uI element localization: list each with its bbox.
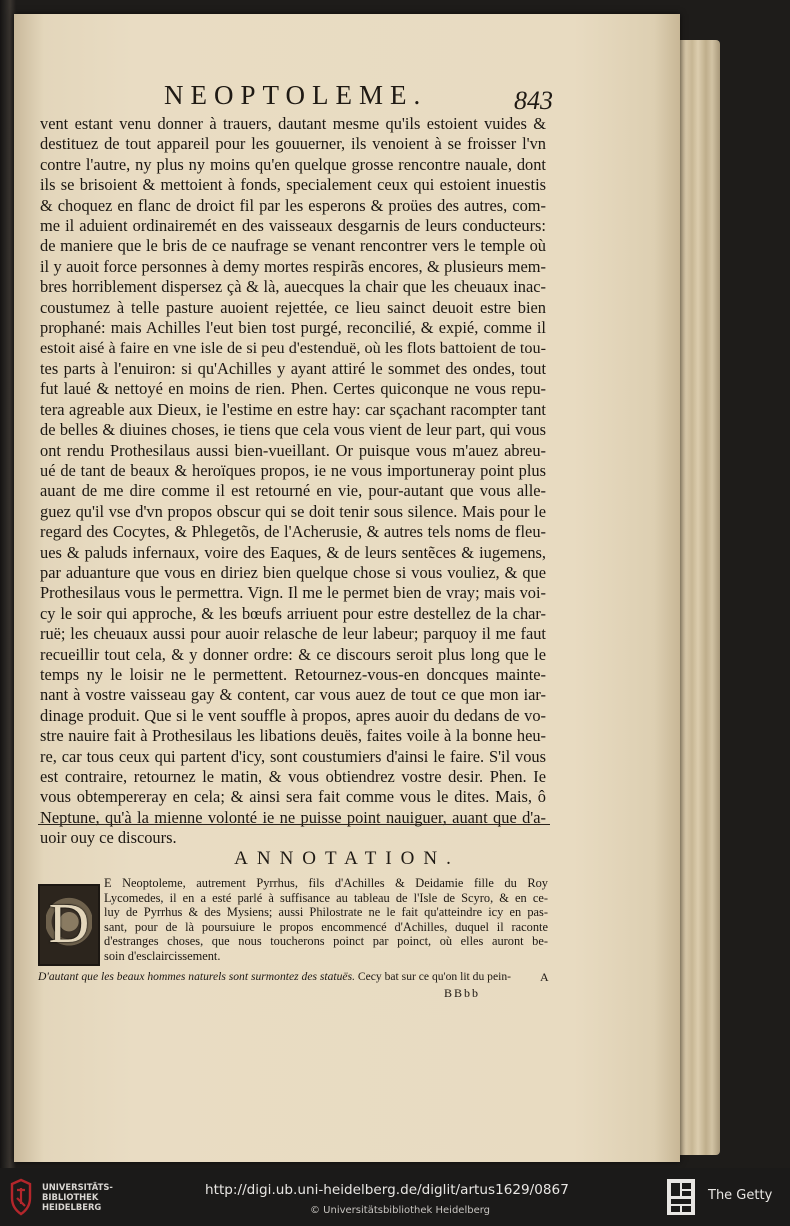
annotation-line: Lycomedes, il en a esté parlé à suffisance au tableau de l'Isle de Scyro, & en ce- [104, 890, 548, 905]
note-italic: D'autant que les beaux hommes naturels sont surmontez des statuës. [38, 970, 355, 983]
page-number: 843 [514, 86, 553, 115]
body-line: tes parts à l'enuiron: si qu'Achilles y ayant attiré le sommet des ondes, tout [40, 358, 546, 378]
body-line: dinage produit. Que si le vent souffle à propos, apres auoir du dedans de vo- [40, 705, 546, 725]
body-line: me il aduient ordinairemét en des vaisseaux desgarnis de leurs conducteurs: [40, 216, 546, 236]
body-line: cy le soir qui approche, & les bœufs arriuent pour estre destellez de la char- [40, 603, 546, 623]
body-line: nant à vostre vaisseau gay & content, car vous auez de tout ce que mon iar- [40, 685, 546, 705]
note-rest: Cecy bat sur ce qu'on lit du pein- [355, 970, 511, 983]
body-line: bres horriblement dispersez çà & là, auecques la chair que les cheuaux inac- [40, 277, 546, 297]
body-line: Prothesilaus vous le permettra. Vign. Il me le permet bien de vray; mais voi- [40, 583, 546, 603]
dropcap-letter: D [48, 893, 90, 955]
body-line: re, car tous ceux qui partent d'icy, sont coustumiers d'ainsi le faire. S'il vous [40, 746, 546, 766]
annotation-title: ANNOTATION. [234, 848, 460, 869]
getty-logo-icon[interactable] [666, 1178, 696, 1216]
annotation-line: soin d'esclaircissement. [104, 948, 221, 963]
body-line: contre l'autre, ny plus ny moins qu'en quelque grosse rencontre nauale, dont [40, 154, 546, 174]
body-line: ils se brisoient & mettoient à fonds, specialement ceux qui estoient inuestis [40, 175, 546, 195]
body-line: coustumez à telle pasture auoient rejettée, ce lieu sainct deuoit estre bien [40, 297, 546, 317]
body-line: ruë; les cheuaux aussi pour auoir relasche de leur labeur; parquoy il me faut [40, 624, 546, 644]
body-text [40, 114, 546, 849]
library-name: UNIVERSITÄTS- BIBLIOTHEK HEIDELBERG [42, 1182, 113, 1212]
book-page [14, 14, 680, 1162]
body-line: & choquez en flanc de droict fil par les esperons & proües des autres, com- [40, 195, 546, 215]
body-line: ues & paluds infernaux, voire des Eaques, & de leurs sentẽces & iugemens, [40, 542, 546, 562]
marginal-note [38, 970, 568, 983]
dropcap-ornament-icon [38, 884, 100, 966]
body-line: tera agreable aux Dieux, ie l'estime en estre hay: car sçachant racompter tant [40, 399, 546, 419]
annotation-line: sant, pour de là poursuiure le propos encommencé d'Achilles, duquel il raconte [104, 919, 548, 934]
body-line: recueillir tout cela, & y donner ordre: & ce discours seroit plus long que le [40, 644, 546, 664]
body-line: fut laué & nettoyé en moins de rien. Phen. Certes quiconque ne vous repu- [40, 379, 546, 399]
body-line: vent estant venu donner à trauers, dautant mesme qu'ils estoient vuides & [40, 114, 546, 133]
body-line: auant de me dire comme il est retourné en vie, pour-autant que vous alle- [40, 481, 546, 501]
running-title: NEOPTOLEME. [164, 80, 428, 110]
body-line: est contraire, retournez le matin, & vous obtiendrez vostre desir. Phen. Ie [40, 767, 546, 786]
body-line: Neptune, qu'à la mienne volonté ie ne puisse point nauiguer, auant que d'a- [40, 807, 546, 827]
page-edge-stack [680, 40, 720, 1155]
body-line: destituez de tout appareil pour les gouuerner, ils venoient à se froisser l'vn [40, 134, 546, 154]
page-url-link[interactable]: http://digi.ub.uni-heidelberg.de/diglit/artus1629/0867 [205, 1182, 569, 1198]
annotation-line: luy de Pyrrhus & des Mysiens; aussi Philostrate ne le fait qu'atteindre icy en pas- [104, 905, 548, 920]
body-line: par aduanture que vous en diriez bien quelque chose si vous vouliez, & que [40, 562, 546, 582]
section-rule [38, 824, 550, 825]
body-line: prophané: mais Achilles l'eut bien tost purgé, reconcilié, & expié, comme il [40, 318, 546, 338]
signature-mark: BBbb [444, 986, 481, 1000]
body-line: de belles & diuines choses, ie tiens que cela vous vient de leur part, qui vous [40, 420, 546, 440]
heidelberg-library-logo-icon[interactable] [8, 1178, 34, 1216]
body-line: estoit aisé à faire en vne isle de si peu d'estenduë, où les flots battoient de tou- [40, 339, 546, 358]
body-line: il y auoit force personnes à demy mortes respirãs encores, & plusieurs mem- [40, 256, 546, 276]
partner-name: The Getty [708, 1188, 773, 1203]
body-line: guez qu'il vse d'vn propos obscur qui se doit tenir sous silence. Mais pour le [40, 501, 546, 521]
annotation-line: E Neoptoleme, autrement Pyrrhus, fils d'Achilles & Deidamie fille du Roy [104, 876, 548, 890]
body-line: de maniere que le bris de ce naufrage se venant rencontrer vers le temple où [40, 236, 546, 256]
body-line: regard des Cocytes, & Phlegetõs, de l'Acherusie, & autres tels noms de fleu- [40, 522, 546, 542]
annotation-text [104, 876, 548, 964]
annotation-line: d'estranges choses, que nous toucherons poinct par poinct, où elles auront be- [104, 934, 548, 949]
body-line: temps ny le loisir ne le permettent. Retournez-vous-en doncques mainte- [40, 664, 546, 684]
body-line: uoir ouy ce discours. [40, 828, 177, 848]
body-line: ont rendu Prothesilaus aussi bien-vueillant. Or puisque vous m'auez abreu- [40, 440, 546, 460]
body-line: vous obtempereray en cela; & ainsi sera fait comme vous le dites. Mais, ô [40, 787, 546, 807]
body-line: ué de tant de beaux & heroïques propos, ie ne vous importuneray point plus [40, 460, 546, 480]
body-line: stre nauire fait à Prothesilaus les libations deuës, faites voile à la bonne heu- [40, 726, 546, 746]
copyright-notice: © Universitätsbibliothek Heidelberg [310, 1205, 491, 1216]
annotation-block [36, 876, 548, 976]
viewer-footer [0, 1168, 790, 1226]
margin-letter: A [540, 970, 549, 984]
